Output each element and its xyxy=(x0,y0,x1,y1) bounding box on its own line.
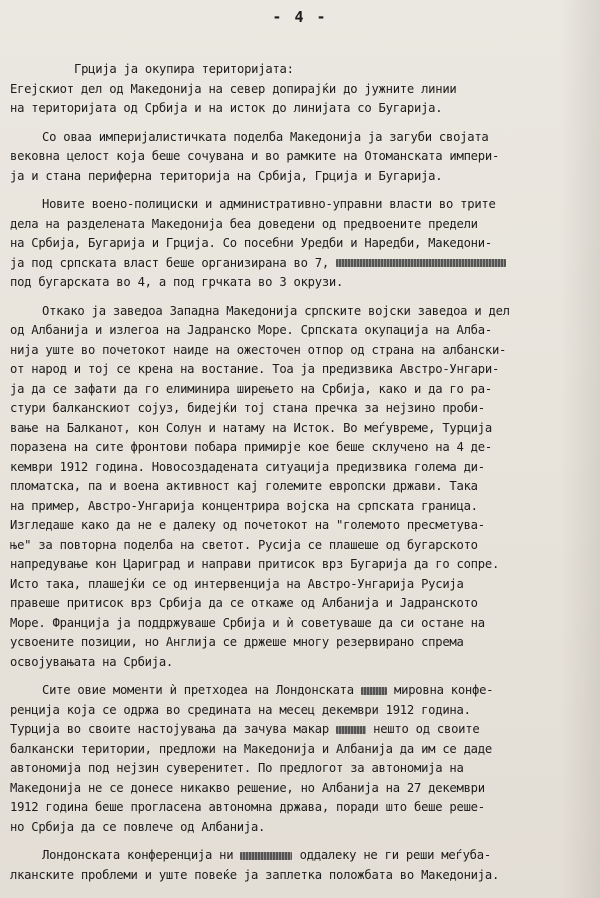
struck-out-text xyxy=(240,852,292,860)
text-line: балкански територии, предложи на Македонија и Албанија да им се даде xyxy=(10,741,492,756)
text-line: усвоените позиции, но Англија се држеше многу резервирано спрема xyxy=(10,635,464,649)
struck-out-text xyxy=(361,687,387,695)
document-body xyxy=(10,60,594,885)
text-segment: оддалеку не ги реши меѓуба- xyxy=(299,848,491,862)
text-line: ја да се зафати да го елиминира ширењето на Србија, како и да го ра- xyxy=(10,381,492,396)
text-line: Егејскиот дел од Македонија на север допирајќи до јужните линии xyxy=(10,81,457,96)
text-line: на територијата од Србија и на исток до линијата со Бугарија. xyxy=(10,101,443,115)
text-line: Море. Франција ја поддржуваше Србија и ѝ советуваше да си остане на xyxy=(10,615,485,630)
text-line: освојувањата на Србија. xyxy=(10,654,174,669)
text-line: от народ и тој се крена на востание. Тоа ја предизвика Австро-Унгари- xyxy=(10,362,500,376)
text-line: вековна целост која беше сочувана и во рамките на Отоманската импери- xyxy=(10,149,500,163)
text-line: но Србија да се повлече од Албанија. xyxy=(10,819,266,834)
text-line: Откако ја заведоа Западна Македонија српските војски заведоа и дел xyxy=(42,303,510,318)
text-segment: ја под српската власт беше организирана во 7, xyxy=(10,255,329,270)
text-line: Со оваа империјалистичката поделба Македонија ја загуби својата xyxy=(42,129,489,144)
text-line: вање на Балканот, кон Солун и натаму на Исток. Во меѓувреме, Турција xyxy=(10,420,492,435)
text-line: Изгледаше како да не е далеку од почетокот на "големото пресметува- xyxy=(10,518,485,532)
text-line: под бугарската во 4, а под грчката во 3 окрузи. xyxy=(10,275,344,289)
text-line: Новите воено-полициски и административно-управни власти во трите xyxy=(42,197,496,211)
text-line: пломатска, па и воена активност кај големите европски држави. Така xyxy=(10,479,478,493)
text-segment: нешто од своите xyxy=(373,722,480,736)
text-line: нија уште во почетокот наиде на ожесточен отпор од страна на албански- xyxy=(10,342,507,357)
text-segment: Лондонската конференција ни xyxy=(42,848,234,862)
text-line: од Албанија и излегоа на Јадранско Море. Српската окупација на Алба- xyxy=(10,323,492,337)
text-segment: Сите овие моменти ѝ претходеа на Лондонската xyxy=(42,683,354,697)
struck-out-text xyxy=(336,259,506,267)
page-number: - 4 - xyxy=(272,8,328,26)
text-line xyxy=(10,254,594,274)
text-line: Исто така, плашејќи се од интервенција на Австро-Унгарија Русија xyxy=(10,576,464,591)
text-line: на Србија, Бугарија и Грција. Со посебни Уредби и Наредби, Македони- xyxy=(10,236,492,250)
text-line: Македонија не се донесе никакво решение, но Албанија на 27 декември xyxy=(10,780,485,795)
text-line: на пример, Австро-Унгарија концентрира војска на српската граница. xyxy=(10,498,478,513)
text-line: ње" за повторна поделба на светот. Русија се плашеше од бугарското xyxy=(10,537,478,552)
text-segment: мировна конфе- xyxy=(394,683,494,697)
text-segment: Турција во своите настојувања да зачува макар xyxy=(10,722,329,736)
text-line: автономија под нејзин суверенитет. По предлогот за автономија на xyxy=(10,761,464,775)
text-line xyxy=(10,681,594,701)
text-line xyxy=(10,846,594,866)
text-line: правеше притисок врз Србија да се откаже од Албанија и Јадранското xyxy=(10,596,478,610)
section-heading: Грција ја окупира територијата: xyxy=(74,62,294,76)
text-line: дела на разделената Македонија беа доведени од предвоените предели xyxy=(10,216,478,231)
text-line xyxy=(10,720,594,740)
text-line: поразена на сите фронтови побара примирје кое беше склучено на 4 де- xyxy=(10,440,492,454)
struck-out-text xyxy=(336,726,366,734)
text-line: кември 1912 година. Новосоздадената ситуација предизвика голема ди- xyxy=(10,459,485,474)
text-line: ренција која се одржа во средината на месец декември 1912 година. xyxy=(10,702,471,717)
text-line: напредување кон Цариград и направи притисок врз Бугарија да го сопре. xyxy=(10,557,500,571)
text-line: ја и стана периферна територија на Србија, Грција и Бугарија. xyxy=(10,168,443,183)
text-line: 1912 година беше прогласена автономна држава, поради што беше реше- xyxy=(10,800,485,814)
text-line: лканските проблеми и уште повеќе ја заплетка положбата во Македонија. xyxy=(10,867,500,882)
text-line: стури балканскиот сојуз, бидејќи тој стана пречка за нејзино проби- xyxy=(10,401,485,415)
